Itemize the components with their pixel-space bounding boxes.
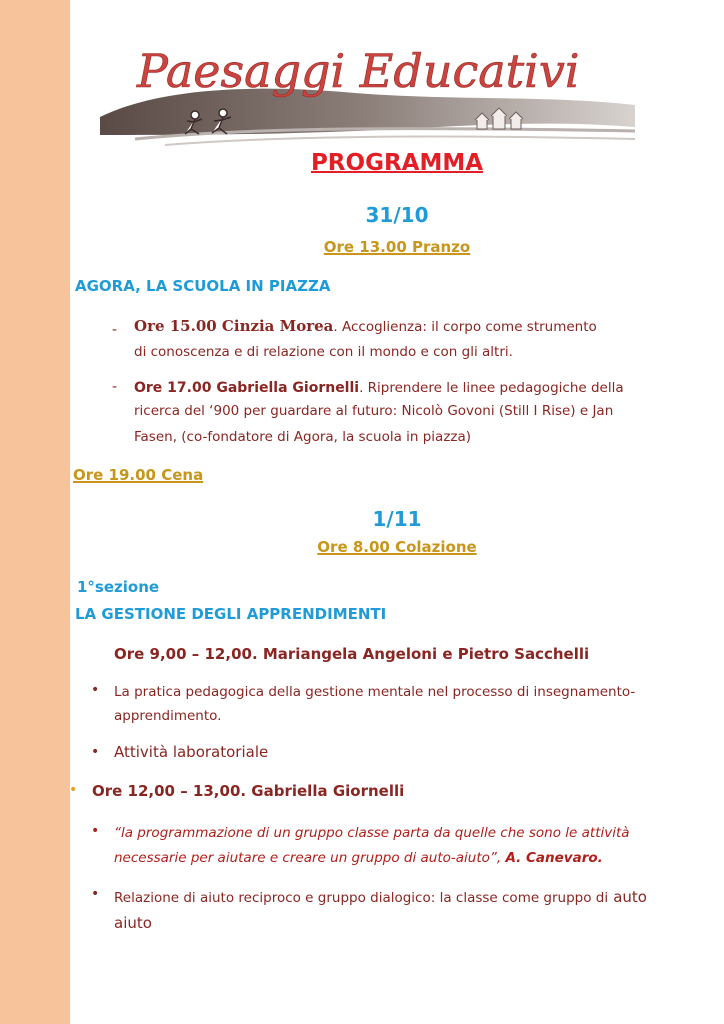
session1-bullet2: Attività laboratoriale: [114, 743, 269, 761]
day1-item1: [134, 316, 597, 335]
item1-text-line1: . Accoglienza: il corpo come strumento: [333, 319, 597, 335]
bullet-icon: •: [91, 744, 100, 760]
program-title: PROGRAMMA: [310, 150, 484, 176]
day2-date: 1/11: [372, 507, 422, 531]
bullet-icon: •: [91, 682, 100, 698]
bullet-icon: •: [91, 823, 100, 839]
item2-text-line3: Fasen, (co-fondatore di Agora, la scuola in piazza): [134, 429, 472, 445]
logo-graphic: [95, 35, 640, 147]
session2-quote-line1: “la programmazione di un gruppo classe parta da quelle che sono le attività: [114, 825, 630, 841]
session1-bullet1-line1: La pratica pedagogica della gestione mentale nel processo di insegnamento-: [114, 684, 636, 700]
session1-title: Ore 9,00 – 12,00. Mariangela Angeloni e Pietro Sacchelli: [114, 645, 590, 663]
day1-date: 31/10: [365, 203, 429, 227]
quote-author: A. Canevaro.: [505, 850, 603, 866]
day1-dinner: Ore 19.00 Cena: [73, 466, 204, 484]
quote-text: necessarie per aiutare e creare un gruppo di auto-aiuto”,: [114, 850, 502, 866]
day1-lunch: Ore 13.00 Pranzo: [323, 238, 471, 256]
session1-bullet1-line2: apprendimento.: [114, 708, 222, 724]
session2-bullet2-line2: aiuto: [114, 914, 152, 932]
day2-breakfast: Ore 8.00 Colazione: [317, 538, 477, 556]
dash-marker: -: [112, 379, 118, 395]
day1-section-title: AGORA, LA SCUOLA IN PIAZZA: [75, 277, 331, 295]
side-decorative-band: [0, 0, 70, 1024]
item1-text-line2: di conoscenza e di relazione con il mondo e con gli altri.: [134, 344, 513, 360]
item1-time-speaker: Ore 15.00 Cinzia Morea: [134, 317, 334, 335]
item2-text-line2: ricerca del ‘900 per guardare al futuro: Nicolò Govoni (Still I Rise) e Jan: [134, 403, 614, 419]
item2-text-line1: . Riprendere le linee pedagogiche della: [359, 380, 624, 396]
orange-bullet-icon: •: [69, 782, 78, 798]
bullet2-text: Relazione di aiuto reciproco e gruppo dialogico: la classe come gruppo di: [114, 890, 609, 906]
day2-section-title: LA GESTIONE DEGLI APPRENDIMENTI: [75, 605, 387, 623]
day2-section-label: 1°sezione: [77, 578, 160, 596]
svg-text:Paesaggi Educativi: Paesaggi Educativi: [137, 44, 580, 98]
dash-marker: -: [112, 322, 118, 338]
item2-time-speaker: Ore 17.00 Gabriella Giornelli: [134, 380, 360, 396]
session2-bullet2-line1: [114, 887, 647, 906]
bullet2-end-word: auto: [613, 888, 647, 906]
bullet-icon: •: [91, 886, 100, 902]
session2-quote-line2: [114, 850, 603, 866]
session2-title: Ore 12,00 – 13,00. Gabriella Giornelli: [92, 782, 405, 800]
paesaggi-educativi-logo: [95, 35, 640, 147]
day1-item2: [134, 377, 624, 396]
